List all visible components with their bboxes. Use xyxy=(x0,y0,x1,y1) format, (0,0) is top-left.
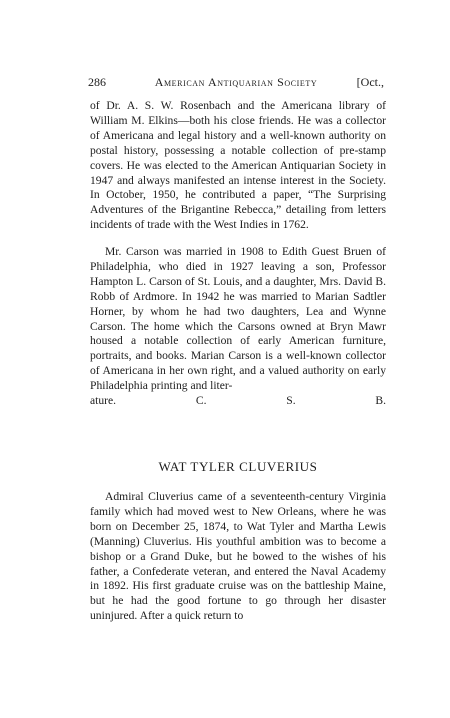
author-initials: C. S. B. xyxy=(195,394,387,408)
signoff-line xyxy=(90,394,386,409)
issue-date: [Oct., xyxy=(356,75,384,89)
running-head xyxy=(88,75,384,91)
obituary-continuation xyxy=(90,99,386,233)
journal-title: American Antiquarian Society xyxy=(154,75,318,89)
obituary-family xyxy=(90,245,386,409)
article-title: WAT TYLER CLUVERIUS xyxy=(158,459,318,474)
paragraph-rosenbach: of Dr. A. S. W. Rosenbach and the Americana library of William M. Elkins—both his close friends. He was a collector of Americana and legal history and a well-known authority on postal history, possessing a notable collection of pre-stamp covers. He was elected to the American Antiquarian Society in 1947 and always manifested an intense interest in the Society. In October, 1950, he contributed a paper, “The Surprising Adventures of the Brigantine Rebecca,” detailing from letters incidents of trade with the West Indies in 1762. xyxy=(90,99,386,232)
paragraph-cluverius: Admiral Cluverius came of a seventeenth-century Virginia family which had moved west to New Orleans, where he was born on December 25, 1874, to Wat Tyler and Martha Lewis (Manning) Cluverius. His youthful ambition was to become a bishop or a Grand Duke, but he bowed to the wishes of his father, a Confederate veteran, and entered the Naval Academy in 1892. His first graduate cruise was on the battleship Maine, but he had the good fortune to go through her disaster uninjured. After a quick return to xyxy=(90,490,386,623)
cluverius-obituary xyxy=(90,490,386,624)
page-number: 286 xyxy=(88,75,106,89)
closing-word: ature. xyxy=(90,394,117,408)
paragraph-carson-family: Mr. Carson was married in 1908 to Edith Guest Bruen of Philadelphia, who died in 1927 leaving a son, Professor Hampton L. Carson of St. Louis, and a daughter, Mrs. David B. Robb of Ardmore. In 1942 he was married to Marian Sadtler Horner, by whom he had two daughters, Lea and Wynne Carson. The home which the Carsons owned at Bryn Mawr housed a notable collection of early American furniture, portraits, and books. Marian Carson is a well-known collector of Americana in her own right, and a valued authority on early Philadelphia printing and liter- xyxy=(90,245,386,393)
